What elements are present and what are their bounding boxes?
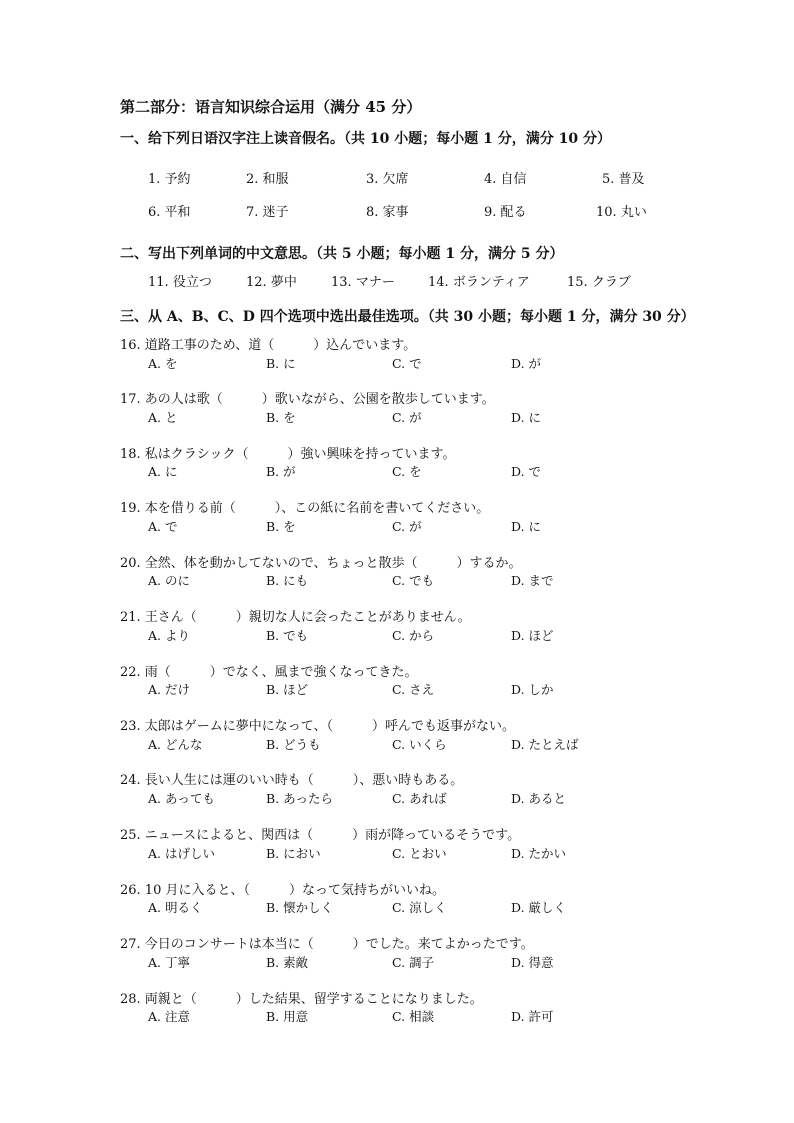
question-text: 28. 両親と（ ）した結果、留学することになりました。	[120, 992, 483, 1007]
option-a: A. だけ	[148, 682, 190, 697]
option-a: A. で	[148, 519, 178, 534]
option-a: A. に	[148, 464, 178, 479]
word-item: 14. ボランティア	[428, 275, 530, 290]
word-item: 12. 夢中	[246, 275, 297, 290]
option-a: A. のに	[148, 573, 190, 588]
option-b: B. 懐かしく	[266, 900, 334, 915]
option-b: B. に	[266, 356, 296, 371]
section-3-title: 三、从 A、B、C、D 四个选项中选出最佳选项。（共 30 小题；每小题 1 分，满分 30 分）	[120, 309, 695, 325]
option-a: A. はげしい	[148, 846, 215, 861]
option-d: D. 厳しく	[511, 900, 567, 915]
option-c: C. とおい	[392, 846, 447, 861]
question-text: 22. 雨（ ）でなく、風まで強くなってきた。	[120, 665, 418, 680]
section-1-title: 一、给下列日语汉字注上读音假名。（共 10 小题；每小题 1 分，满分 10 分）	[120, 131, 611, 147]
question-text: 26. 10 月に入ると、（ ）なって気持ちがいいね。	[120, 883, 445, 898]
option-a: A. どんな	[148, 737, 203, 752]
option-b: B. ほど	[266, 682, 309, 697]
option-d: D. まで	[511, 573, 554, 588]
option-a: A. あっても	[148, 791, 215, 806]
option-c: C. 相談	[392, 1009, 435, 1024]
option-d: D. 許可	[511, 1009, 554, 1024]
option-c: C. あれば	[392, 791, 447, 806]
option-d: D. たかい	[511, 846, 567, 861]
question-text: 18. 私はクラシック（ ）強い興味を持っています。	[120, 447, 456, 462]
option-d: D. に	[511, 410, 542, 425]
option-b: B. 素敵	[266, 955, 309, 970]
vocab-item: 8. 家事	[366, 205, 409, 220]
option-c: C. 涼しく	[392, 900, 447, 915]
option-b: B. どうも	[266, 737, 321, 752]
option-c: C. が	[392, 519, 422, 534]
option-b: B. を	[266, 519, 296, 534]
vocab-item: 5. 普及	[602, 172, 645, 187]
question-text: 24. 長い人生には運のいい時も（ ）、悪い時もある。	[120, 773, 464, 788]
option-d: D. ほど	[511, 628, 554, 643]
option-d: D. に	[511, 519, 542, 534]
vocab-item: 9. 配る	[484, 205, 527, 220]
vocab-item: 4. 自信	[484, 172, 527, 187]
option-a: A. 丁寧	[148, 955, 190, 970]
option-d: D. たとえば	[511, 737, 579, 752]
vocab-item: 1. 予約	[148, 172, 191, 187]
option-c: C. いくら	[392, 737, 447, 752]
option-a: A. 明るく	[148, 900, 203, 915]
option-a: A. と	[148, 410, 178, 425]
vocab-item: 10. 丸い	[596, 205, 647, 220]
question-text: 17. あの人は歌（ ）歌いながら、公園を散歩しています。	[120, 392, 495, 407]
vocab-item: 2. 和服	[246, 172, 289, 187]
option-c: C. で	[392, 356, 422, 371]
option-a: A. より	[148, 628, 190, 643]
word-item: 11. 役立つ	[148, 275, 212, 290]
section-2-title: 二、写出下列单词的中文意思。（共 5 小题；每小题 1 分，满分 5 分）	[120, 246, 564, 262]
option-d: D. で	[511, 464, 542, 479]
option-b: B. にも	[266, 573, 309, 588]
option-c: C. さえ	[392, 682, 435, 697]
option-b: B. におい	[266, 846, 321, 861]
question-text: 20. 全然、体を動かしてないので、ちょっと散歩（ ）するか。	[120, 556, 522, 571]
option-c: C. を	[392, 464, 422, 479]
part-title: 第二部分：语言知识综合运用（满分 45 分）	[120, 98, 422, 116]
vocab-item: 7. 迷子	[246, 205, 289, 220]
option-c: C. でも	[392, 573, 435, 588]
question-text: 21. 王さん（ ）親切な人に会ったことがありません。	[120, 610, 471, 625]
option-d: D. が	[511, 356, 542, 371]
option-b: B. あったら	[266, 791, 334, 806]
word-item: 13. マナー	[331, 275, 395, 290]
option-c: C. 調子	[392, 955, 435, 970]
question-text: 27. 今日のコンサートは本当に（ ）でした。来てよかったです。	[120, 937, 534, 952]
option-d: D. あると	[511, 791, 567, 806]
question-text: 25. ニュースによると、関西は（ ）雨が降っているそうです。	[120, 828, 521, 843]
option-a: A. を	[148, 356, 178, 371]
option-b: B. が	[266, 464, 296, 479]
vocab-item: 6. 平和	[148, 205, 191, 220]
option-d: D. 得意	[511, 955, 554, 970]
option-b: B. でも	[266, 628, 309, 643]
option-c: C. から	[392, 628, 435, 643]
option-a: A. 注意	[148, 1009, 190, 1024]
question-text: 19. 本を借りる前（ ）、この紙に名前を書いてください。	[120, 501, 490, 516]
option-c: C. が	[392, 410, 422, 425]
word-item: 15. クラブ	[567, 275, 631, 290]
option-b: B. 用意	[266, 1009, 309, 1024]
question-text: 23. 太郎はゲームに夢中になって、（ ）呼んでも返事がない。	[120, 719, 516, 734]
question-text: 16. 道路工事のため、道（ ）込んでいます。	[120, 338, 417, 353]
option-d: D. しか	[511, 682, 554, 697]
vocab-item: 3. 欠席	[366, 172, 409, 187]
option-b: B. を	[266, 410, 296, 425]
